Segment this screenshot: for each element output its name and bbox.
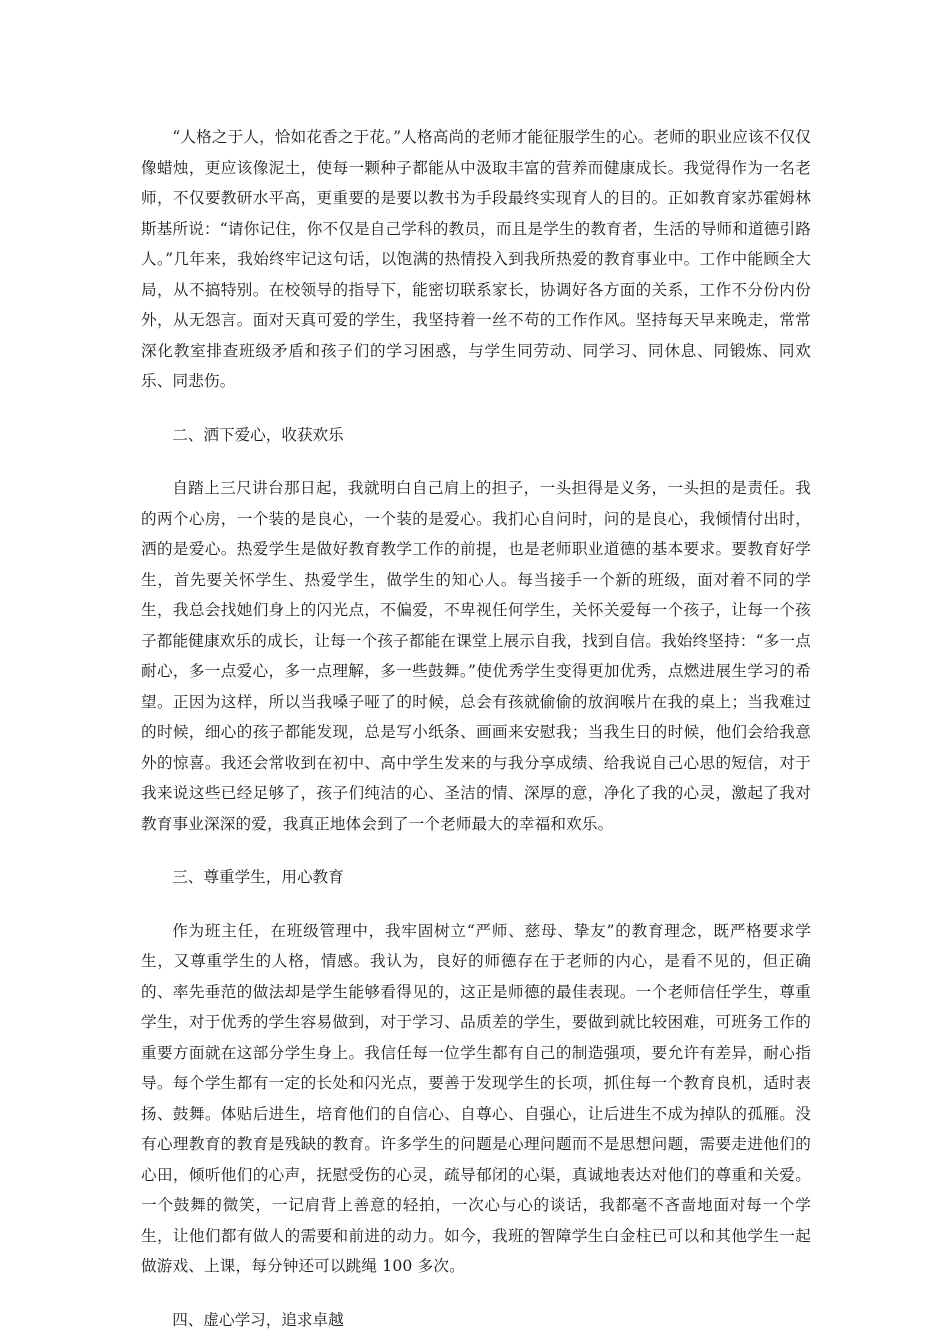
paragraph-love: 自踏上三尺讲台那日起，我就明白自己肩上的担子，一头担得是义务，一头担的是责任。我的两个心房，一个装的是良心，一个装的是爱心。我扪心自问时，问的是良心，我倾情付出时，洒的是爱心。热爱学生是做好教育教学工作的前提，也是老师职业道德的基本要求。要教育好学生，首先要关怀学生、热爱学生，做学生的知心人。每当接手一个新的班级，面对着不同的学生，我总会找她们身上的闪光点，不偏爱，不卑视任何学生，关怀关爱每一个孩子，让每一个孩子都能健康欢乐的成长，让每一个孩子都能在课堂上展示自我，找到自信。我始终坚持：“多一点耐心，多一点爱心，多一点理解，多一些鼓舞。”使优秀学生变得更加优秀，点燃进展生学习的希望。正因为这样，所以当我嗓子哑了的时候，总会有孩就偷偷的放润喉片在我的桌上；当我难过的时候，细心的孩子都能发现，总是写小纸条、画画来安慰我；当我生日的时候，他们会给我意外的惊喜。我还会常收到在初中、高中学生发来的与我分享成绩、给我说自己心思的短信，对于我来说这些已经足够了，孩子们纯洁的心、圣洁的情、深厚的意，净化了我的心灵，激起了我对教育事业深深的爱，我真正地体会到了一个老师最大的幸福和欢乐。 xyxy=(141,479,811,833)
document-page xyxy=(141,122,811,1335)
section-heading-love: 二、洒下爱心，收获欢乐 xyxy=(172,425,344,444)
paragraph-respect: 作为班主任，在班级管理中，我牢固树立“严师、慈母、挚友”的教育理念，既严格要求学生，又尊重学生的人格，情感。我认为，良好的师德存在于老师的内心，是看不见的，但正确的、率先垂范的做法却是学生能够看得见的，这正是师德的最佳表现。一个老师信任学生，尊重学生，对于优秀的学生容易做到，对于学习、品质差的学生，要做到就比较困难，可班务工作的重要方面就在这部分学生身上。我信任每一位学生都有自己的制造强项，要允许有差异，耐心指导。每个学生都有一定的长处和闪光点，要善于发现学生的长项，抓住每一个教育良机，适时表扬、鼓舞。体贴后进生，培育他们的自信心、自尊心、自强心，让后进生不成为掉队的孤雁。没有心理教育的教育是残缺的教育。许多学生的问题是心理问题而不是思想问题，需要走进他们的心田，倾听他们的心声，抚慰受伤的心灵，疏导郁闭的心渠，真诚地表达对他们的尊重和关爱。一个鼓舞的微笑，一记肩背上善意的轻拍，一次心与心的谈话，我都毫不吝啬地面对每一个学生，让他们都有做人的需要和前进的动力。如今，我班的智障学生白金柱已可以和其他学生一起做游戏、上课，每分钟还可以跳绳 100 多次。 xyxy=(141,921,811,1275)
section-heading-respect: 三、尊重学生，用心教育 xyxy=(172,868,344,886)
paragraph-personality: “人格之于人，恰如花香之于花。”人格高尚的老师才能征服学生的心。老师的职业应该不仅仅像蜡烛，更应该像泥土，使每一颗种子都能从中汲取丰富的营养而健康成长。我觉得作为一名老师，不仅要教研水平高，更重要的是要以教书为手段最终实现育人的目的。正如教育家苏霍姆林斯基所说：“请你记住，你不仅是自己学科的教员，而且是学生的教育者，生活的导师和道德引路人。”几年来，我始终牢记这句话，以饱满的热情投入到我所热爱的教育事业中。工作中能顾全大局，从不搞特别。在校领导的指导下，能密切联系家长，协调好各方面的关系，工作不分份内份外，从无怨言。面对天真可爱的学生，我坚持着一丝不苟的工作作风。坚持每天早来晚走，常常深化教室排查班级矛盾和孩子们的学习困惑，与学生同劳动、同学习、同休息、同锻炼、同欢乐、同悲伤。 xyxy=(141,128,811,390)
section-heading-learning: 四、虚心学习，追求卓越 xyxy=(172,1310,344,1329)
